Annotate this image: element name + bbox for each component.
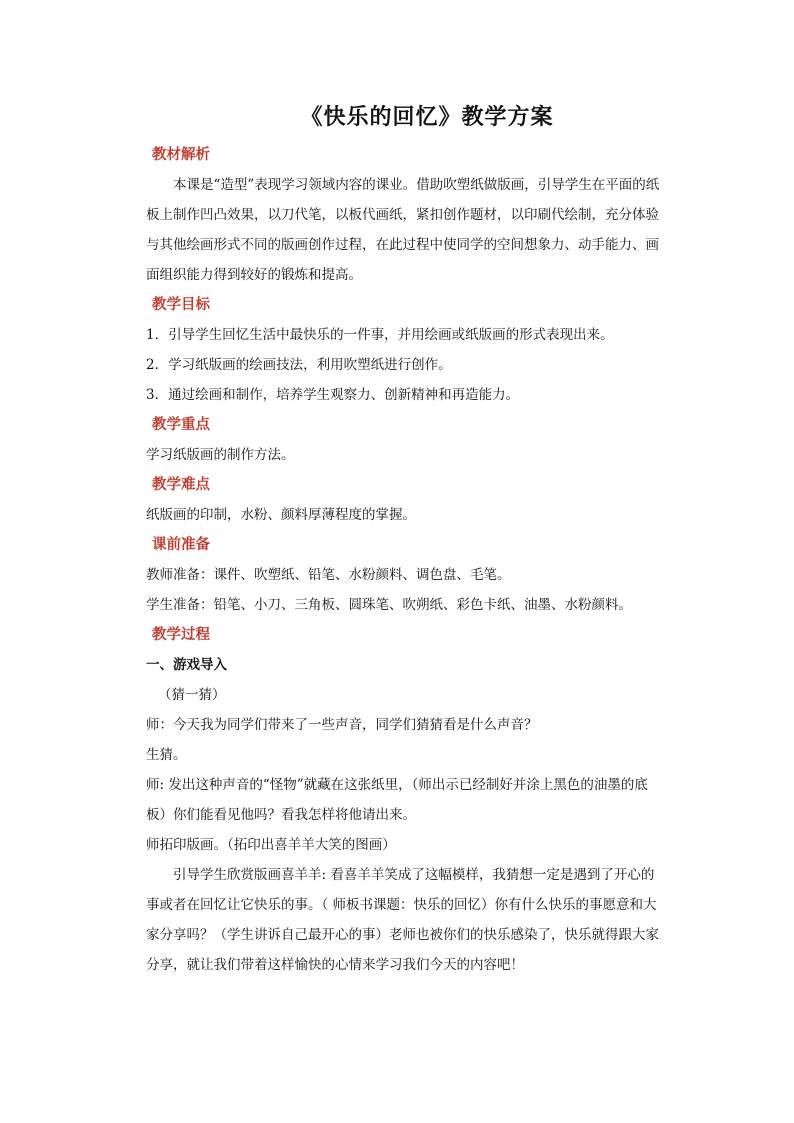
difficulty-text: 纸版画的印制，水粉、颜料厚薄程度的掌握。 <box>146 507 416 523</box>
process-paragraph-4: 师拓印版画。（拓印出喜羊羊大笑的图画） <box>146 837 396 853</box>
document-title: 《快乐的回忆》教学方案 <box>300 104 554 130</box>
heading-difficulty: 教学难点 <box>152 476 210 493</box>
analysis-paragraph: 本课是“造型”表现学习领域内容的课业。借助吹塑纸做版画，引导学生在平面的纸板上制作凹凸效果，以刀代笔，以板代画纸，紧扣创作题材，以印刷代绘制，充分体验与其他绘画形式不同的版画创作过程，在此过程中使同学的空间想象力、动手能力、画面组织能力得到较好的锻炼和提高。 <box>146 177 660 283</box>
goal-item-3: 3．通过绘画和制作，培养学生观察力、创新精神和再造能力。 <box>146 387 520 403</box>
goal-item-1: 1．引导学生回忆生活中最快乐的一件事，并用绘画或纸版画的形式表现出来。 <box>146 327 614 343</box>
heading-process: 教学过程 <box>152 626 210 643</box>
teacher-preparation: 教师准备：课件、吹塑纸、铅笔、水粉颜料、调色盘、毛笔。 <box>146 567 511 583</box>
heading-goals: 教学目标 <box>152 296 210 313</box>
goal-item-2: 2．学习纸版画的绘画技法，利用吹塑纸进行创作。 <box>146 357 452 373</box>
process-paragraph-1: 师：今天我为同学们带来了一些声音，同学们猜猜看是什么声音？ <box>146 717 538 733</box>
process-paragraph-3: 师: 发出这种声音的“怪物”就藏在这张纸里，（师出示已经制好并涂上黑色的油墨的底板）你们能看见他吗？看我怎样将他请出来。 <box>146 777 648 823</box>
key-point-text: 学习纸版画的制作方法。 <box>146 447 295 463</box>
heading-key-point: 教学重点 <box>152 416 210 433</box>
heading-analysis: 教材解析 <box>152 146 210 163</box>
process-paragraph-5: 引导学生欣赏版画喜羊羊: 看喜羊羊笑成了这幅模样，我猜想一定是遇到了开心的事或者在回忆让它快乐的事。（ 师板书课题：快乐的回忆）你有什么快乐的事愿意和大家分享吗？（学生讲诉自己最开心的事）老师也被你们的快乐感染了，快乐就得跟大家分享，就让我们带着这样愉快的心情来学习我们今天的内容吧！ <box>146 867 659 973</box>
heading-preparation: 课前准备 <box>152 536 210 553</box>
student-preparation: 学生准备：铅笔、小刀、三角板、圆珠笔、吹朔纸、彩色卡纸、油墨、水粉颜料。 <box>146 597 632 613</box>
document-body <box>146 140 666 980</box>
process-paragraph-2: 生猜。 <box>146 747 187 763</box>
process-step-1-title: 一、游戏导入 <box>146 657 227 673</box>
guess-label: （猜一猜） <box>158 687 226 703</box>
